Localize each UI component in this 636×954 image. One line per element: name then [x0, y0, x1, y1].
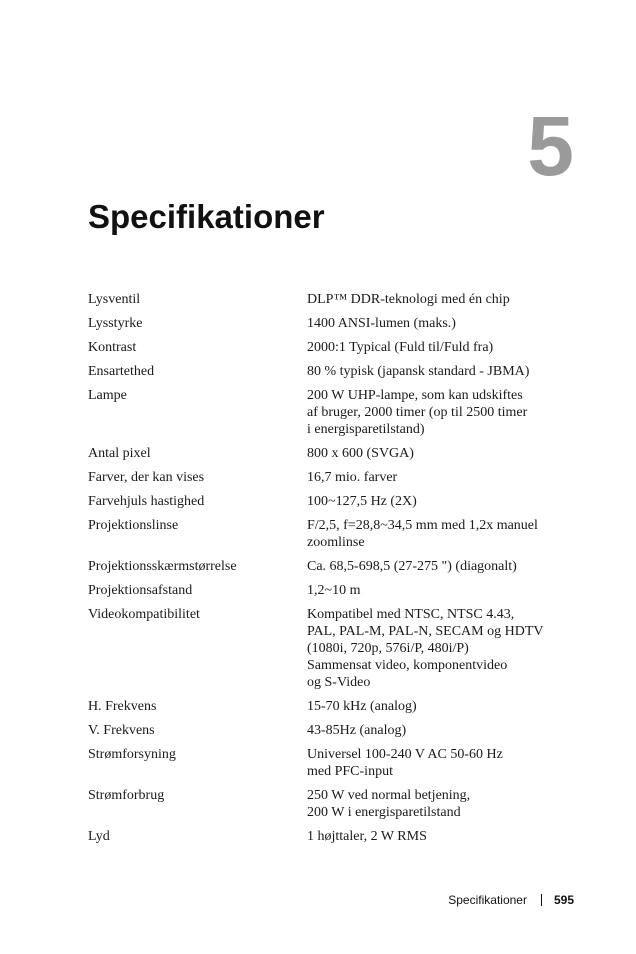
spec-label: Farvehjuls hastighed — [88, 494, 205, 509]
spec-row — [88, 746, 568, 787]
chapter-number: 5 — [527, 99, 574, 193]
spec-value — [307, 746, 568, 787]
page-footer — [448, 892, 574, 908]
spec-row — [88, 828, 568, 852]
spec-value-line: zoomlinse — [307, 535, 365, 550]
spec-label: Strømforsyning — [88, 747, 176, 762]
spec-row — [88, 698, 568, 722]
spec-value-line: 43-85Hz (analog) — [307, 723, 407, 738]
spec-label: Projektionslinse — [88, 518, 179, 533]
spec-value-line: (1080i, 720p, 576i/P, 480i/P) — [307, 641, 469, 656]
spec-value — [307, 722, 568, 746]
spec-value — [307, 828, 568, 852]
spec-row — [88, 558, 568, 582]
spec-value-line: 200 W UHP-lampe, som kan udskiftes — [307, 388, 523, 403]
footer-section-title: Specifikationer — [448, 893, 527, 907]
spec-label: Ensartethed — [88, 364, 155, 379]
spec-value-line: 80 % typisk (japansk standard - JBMA) — [307, 364, 530, 379]
spec-value-line: 800 x 600 (SVGA) — [307, 446, 414, 461]
spec-value — [307, 291, 568, 315]
spec-row — [88, 517, 568, 558]
spec-value-line: Kompatibel med NTSC, NTSC 4.43, — [307, 607, 515, 622]
spec-value-line: 250 W ved normal betjening, — [307, 788, 471, 803]
spec-row — [88, 291, 568, 315]
spec-row — [88, 469, 568, 493]
spec-row — [88, 582, 568, 606]
footer-separator — [541, 894, 542, 906]
spec-value — [307, 558, 568, 582]
spec-value-line: 15-70 kHz (analog) — [307, 699, 417, 714]
spec-label: Projektionsafstand — [88, 583, 193, 598]
spec-value-line: 1,2~10 m — [307, 583, 361, 598]
spec-value-line: 200 W i energisparetilstand — [307, 805, 461, 820]
spec-label: Videokompatibilitet — [88, 607, 200, 622]
spec-label: Antal pixel — [88, 446, 151, 461]
spec-value — [307, 315, 568, 339]
spec-value-line: og S-Video — [307, 675, 371, 690]
spec-value — [307, 787, 568, 828]
spec-value-line: af bruger, 2000 timer (op til 2500 timer — [307, 405, 528, 420]
spec-value-line: PAL, PAL-M, PAL-N, SECAM og HDTV — [307, 624, 544, 639]
spec-value-line: 1400 ANSI-lumen (maks.) — [307, 316, 456, 331]
page-number: 595 — [553, 893, 574, 907]
spec-value-line: med PFC-input — [307, 764, 393, 779]
spec-value — [307, 698, 568, 722]
spec-row — [88, 315, 568, 339]
spec-row — [88, 445, 568, 469]
spec-label: Strømforbrug — [88, 788, 165, 803]
spec-value-line: 2000:1 Typical (Fuld til/Fuld fra) — [307, 340, 494, 355]
spec-value-line: 1 højttaler, 2 W RMS — [307, 829, 427, 844]
spec-label: H. Frekvens — [88, 699, 157, 714]
spec-value — [307, 493, 568, 517]
specifications-table — [88, 291, 568, 852]
spec-value — [307, 339, 568, 363]
spec-label: Lysventil — [88, 292, 141, 307]
chapter-title: Specifikationer — [88, 198, 325, 235]
spec-value-line: F/2,5, f=28,8~34,5 mm med 1,2x manuel — [307, 518, 538, 533]
spec-label: Kontrast — [88, 340, 137, 355]
spec-value — [307, 445, 568, 469]
spec-label: Farver, der kan vises — [88, 470, 205, 485]
spec-value-line: i energisparetilstand) — [307, 422, 425, 437]
spec-value-line: 16,7 mio. farver — [307, 470, 398, 485]
spec-label: V. Frekvens — [88, 723, 155, 738]
spec-label: Lysstyrke — [88, 316, 143, 331]
spec-row — [88, 493, 568, 517]
spec-row — [88, 787, 568, 828]
spec-value-line: 100~127,5 Hz (2X) — [307, 494, 417, 509]
spec-row — [88, 387, 568, 445]
spec-value-line: Ca. 68,5-698,5 (27-275 ") (diagonalt) — [307, 559, 517, 574]
spec-value — [307, 363, 568, 387]
spec-value — [307, 582, 568, 606]
specifications-table-body — [88, 291, 568, 852]
spec-row — [88, 722, 568, 746]
spec-value — [307, 469, 568, 493]
spec-value-line: DLP™ DDR-teknologi med én chip — [307, 292, 510, 307]
spec-label: Lampe — [88, 388, 127, 403]
spec-row — [88, 363, 568, 387]
spec-label: Projektionsskærmstørrelse — [88, 559, 237, 574]
spec-value — [307, 606, 568, 698]
spec-row — [88, 606, 568, 698]
spec-value — [307, 387, 568, 445]
spec-row — [88, 339, 568, 363]
spec-value — [307, 517, 568, 558]
spec-value-line: Universel 100-240 V AC 50-60 Hz — [307, 747, 503, 762]
spec-label: Lyd — [88, 829, 110, 844]
spec-value-line: Sammensat video, komponentvideo — [307, 658, 508, 673]
